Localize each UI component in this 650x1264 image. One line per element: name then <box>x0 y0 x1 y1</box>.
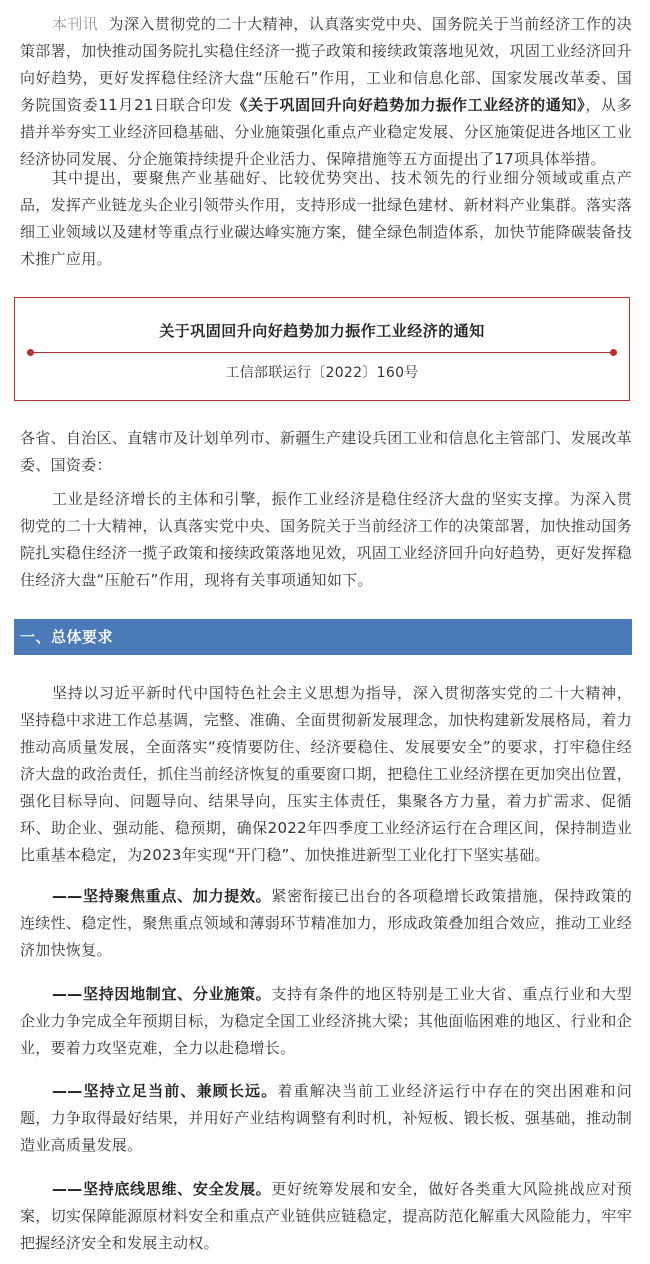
principle-item <box>20 883 632 964</box>
principle-text: 紧密衔接已出台的各项稳增长政策措施，保持政策的连续性、稳定性，聚焦重点领域和薄弱环节精准加力，形成政策叠加组合效应，推动工业经济加快恢复。 <box>20 887 633 959</box>
section-heading-bar <box>14 619 632 655</box>
section-heading: 一、总体要求 <box>20 628 114 646</box>
principle-title: ——坚持因地制宜、分业施策。 <box>52 985 272 1003</box>
principle-title: ——坚持底线思维、安全发展。 <box>52 1180 272 1198</box>
notice-document-number: 工信部联运行〔2022〕160号 <box>225 365 419 381</box>
principle-text: 更好统筹发展和安全，做好各类重大风险挑战应对预案，切实保障能源原材料安全和重点产业链供应链稳定，提高防范化解重大风险能力，牢牢把握经济安全和发展主动权。 <box>20 1180 633 1252</box>
intro-text: 为深入贯彻党的二十大精神，认真落实党中央、国务院关于当前经济工作的决策部署，加快推动国务院扎实稳住经济一揽子政策和接续政策落地见效，巩固工业经济回升向好趋势，更好发挥稳住经济大盘“压舱石”作用，工业和信息化部、国家发展改革委、国务院国资委11月21日联合印发 <box>20 15 633 114</box>
source-tag: 本刊讯 <box>52 15 99 33</box>
notice-header-box <box>14 297 630 401</box>
intro-paragraph-2: 其中提出，要聚焦产业基础好、比较优势突出、技术领先的行业细分领域或重点产品，发挥产业链龙头企业引领带头作用，支持形成一批绿色建材、新材料产业集群。落实落细工业领域以及建材等重点行业碳达峰实施方案，健全绿色制造体系，加快节能降碳装备技术推广应用。 <box>20 169 633 268</box>
divider-dot-right <box>610 349 617 356</box>
principle-title: ——坚持聚焦重点、加力提效。 <box>52 887 272 905</box>
notice-divider <box>32 352 612 353</box>
section-paragraph: 坚持以习近平新时代中国特色社会主义思想为指导，深入贯彻落实党的二十大精神，坚持稳中求进工作总基调，完整、准确、全面贯彻新发展理念，加快构建新发展格局，着力推动高质量发展，全面落实“疫情要防住、经济要稳住、发展要安全”的要求，打牢稳住经济大盘的政治责任，抓住当前经济恢复的重要窗口期，把稳住工业经济摆在更加突出位置，强化目标导向、问题导向、结果导向，压实主体责任，集聚各方力量，着力扩需求、促循环、助企业、强动能、稳预期，确保2022年四季度工业经济运行在合理区间，保持制造业比重基本稳定，为2023年实现“开门稳”、加快推进新型工业化打下坚实基础。 <box>20 684 633 864</box>
principle-text: 着重解决当前工业经济运行中存在的突出困难和问题，力争取得最好结果，并用好产业结构调整有利时机，补短板、锻长板、强基础，推动制造业高质量发展。 <box>20 1082 633 1154</box>
intro-notice-title: 《关于巩固回升向好趋势加力振作工业经济的通知》 <box>232 96 586 114</box>
opening-paragraph: 工业是经济增长的主体和引擎，振作工业经济是稳住经济大盘的坚实支撑。为深入贯彻党的二十大精神，认真落实党中央、国务院关于当前经济工作的决策部署，加快推动国务院扎实稳住经济一揽子政策和接续政策落地见效，巩固工业经济回升向好趋势，更好发挥稳住经济大盘“压舱石”作用，现将有关事项通知如下。 <box>20 490 633 589</box>
addressee: 各省、自治区、直辖市及计划单列市、新疆生产建设兵团工业和信息化主管部门、发展改革委、国资委： <box>20 429 633 474</box>
intro-text-tail: ，从多措并举夯实工业经济回稳基础、分业施策强化重点产业稳定发展、分区施策促进各地区工业经济协同发展、分企施策持续提升企业活力、保障措施等五方面提出了17项具体举措。 <box>20 96 633 168</box>
intro-paragraph-1 <box>20 11 632 173</box>
principle-item <box>20 1078 632 1159</box>
principle-text: 支持有条件的地区特别是工业大省、重点行业和大型企业力争完成全年预期目标，为稳定全国工业经济挑大梁；其他面临困难的地区、行业和企业，要着力攻坚克难，全力以赴稳增长。 <box>20 985 633 1057</box>
principle-title: ——坚持立足当前、兼顾长远。 <box>52 1082 278 1100</box>
notice-title: 关于巩固回升向好趋势加力振作工业经济的通知 <box>159 322 485 340</box>
principle-item <box>20 981 632 1062</box>
principle-item <box>20 1176 632 1257</box>
